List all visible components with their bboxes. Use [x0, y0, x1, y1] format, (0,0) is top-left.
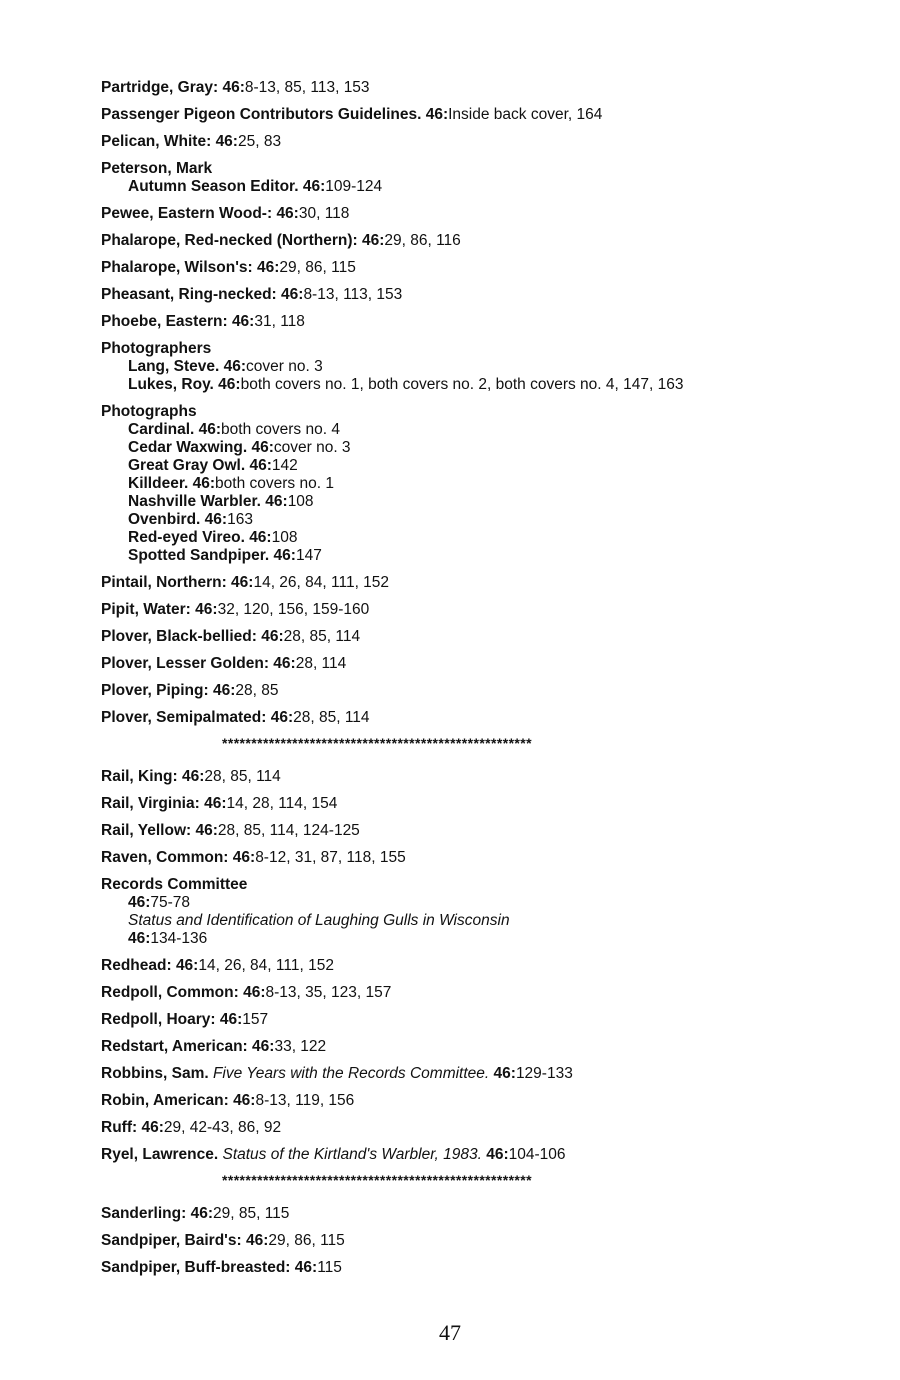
page-references: both covers no. 4: [221, 421, 340, 438]
volume-number: 46:: [251, 439, 274, 456]
page-references: 8-12, 31, 87, 118, 155: [255, 849, 406, 866]
index-entry-photographs: [101, 403, 861, 565]
index-entry-sandpiper-buff-breasted: [101, 1259, 861, 1277]
page-references: 28, 85, 114: [204, 768, 281, 785]
entry-line: [101, 849, 861, 867]
entry-heading: Photographers: [101, 340, 212, 357]
page-references: 28, 85: [235, 682, 279, 699]
index-entry-plover-piping: [101, 682, 861, 700]
entry-heading: Photographs: [101, 403, 197, 420]
page-references: 31, 118: [254, 313, 305, 330]
page-references: 134-136: [150, 930, 208, 947]
entry-line: [101, 655, 861, 673]
page-references: 142: [271, 457, 298, 474]
entry-heading: Sanderling:: [101, 1205, 187, 1222]
index-group-s: [101, 1205, 861, 1277]
sub-entry: [101, 547, 861, 565]
page-references: 129-133: [515, 1065, 573, 1082]
page-references: 29, 86, 116: [384, 232, 461, 249]
volume-number: 46:: [204, 511, 228, 528]
entry-heading: Robbins, Sam.: [101, 1065, 209, 1082]
volume-number: 46:: [273, 655, 296, 672]
page-references: 29, 86, 115: [268, 1232, 345, 1249]
volume-number: 46:: [175, 957, 199, 974]
page-references: both covers no. 1, both covers no. 2, both covers no. 4, 147, 163: [240, 376, 684, 393]
volume-number: 46:: [249, 457, 272, 474]
index-entry-pheasant-ring-necked: [101, 286, 861, 304]
entry-heading: Phalarope, Red-necked (Northern):: [101, 232, 358, 249]
entry-heading: Pelican, White:: [101, 133, 212, 150]
page-references: cover no. 3: [273, 439, 351, 456]
volume-number: 46:: [195, 822, 218, 839]
page-references: 33, 122: [274, 1038, 327, 1055]
page-references: 8-13, 35, 123, 157: [265, 984, 392, 1001]
entry-heading: Redstart, American:: [101, 1038, 248, 1055]
volume-number: 46:: [212, 682, 236, 699]
sub-entry-heading: Nashville Warbler.: [128, 493, 261, 510]
volume-number: 46:: [218, 376, 241, 393]
sub-entry: [101, 376, 861, 394]
volume-number: 46:: [257, 259, 280, 276]
index-entry-phalarope-red-necked: [101, 232, 861, 250]
entry-line: [101, 822, 861, 840]
sub-entry: [101, 178, 861, 196]
sub-entry-heading: Cedar Waxwing.: [128, 439, 248, 456]
entry-line: [101, 876, 861, 894]
index-entry-sandpiper-bairds: [101, 1232, 861, 1250]
index-entry-robbins-sam: [101, 1065, 861, 1083]
entry-line: [101, 1065, 861, 1083]
page-references: 28, 85, 114: [293, 709, 370, 726]
entry-heading: Ryel, Lawrence.: [101, 1146, 219, 1163]
index-entry-peterson-mark: [101, 160, 861, 196]
entry-line: [101, 1259, 861, 1277]
volume-number: 46:: [249, 529, 272, 546]
volume-number: 46:: [128, 930, 151, 947]
index-entry-passenger-pigeon: [101, 106, 861, 124]
entry-heading: Plover, Piping:: [101, 682, 209, 699]
index-entry-phalarope-wilsons: [101, 259, 861, 277]
entry-heading: Partridge, Gray:: [101, 79, 219, 96]
volume-number: 46:: [276, 205, 299, 222]
entry-heading: Pewee, Eastern Wood-:: [101, 205, 273, 222]
volume-number: 46:: [232, 849, 256, 866]
index-entry-records-committee: [101, 876, 861, 948]
sub-entry: [101, 457, 861, 475]
index-page: [101, 79, 861, 1286]
sub-entry: [101, 358, 861, 376]
page-references: 147: [295, 547, 322, 564]
volume-number: 46:: [302, 178, 326, 195]
entry-heading: Plover, Lesser Golden:: [101, 655, 269, 672]
index-entry-photographers: [101, 340, 861, 394]
entry-heading: Rail, King:: [101, 768, 178, 785]
page-references: 109-124: [325, 178, 383, 195]
sub-entry-heading: Killdeer.: [128, 475, 189, 492]
entry-line: [101, 259, 861, 277]
volume-number: 46:: [493, 1065, 516, 1082]
entry-line: [101, 1011, 861, 1029]
page-references: 14, 26, 84, 111, 152: [198, 957, 334, 974]
page-references: 8-13, 85, 113, 153: [244, 79, 370, 96]
entry-line: [101, 957, 861, 975]
volume-number: 46:: [361, 232, 385, 249]
index-entry-pintail-northern: [101, 574, 861, 592]
entry-line: [101, 1146, 861, 1164]
page-references: 115: [317, 1259, 342, 1276]
entry-line: [101, 340, 861, 358]
volume-number: 46:: [195, 601, 218, 618]
entry-heading: Pintail, Northern:: [101, 574, 227, 591]
entry-heading: Sandpiper, Buff-breasted:: [101, 1259, 291, 1276]
section-separator: *****************************************************: [222, 735, 532, 751]
page-number: 47: [439, 1320, 461, 1345]
entry-heading: Peterson, Mark: [101, 160, 213, 177]
sub-entry: [101, 894, 861, 912]
index-entry-partridge-gray: [101, 79, 861, 97]
section-separator: *****************************************************: [222, 1172, 532, 1188]
entry-line: [101, 574, 861, 592]
entry-line: [101, 1232, 861, 1250]
volume-number: 46:: [273, 547, 296, 564]
entry-heading: Passenger Pigeon Contributors Guidelines.: [101, 106, 422, 123]
index-entry-phoebe-eastern: [101, 313, 861, 331]
volume-number: 46:: [245, 1232, 269, 1249]
entry-heading: Phalarope, Wilson's:: [101, 259, 253, 276]
volume-number: 46:: [141, 1119, 164, 1136]
page-references: 29, 86, 115: [279, 259, 356, 276]
page-references: 8-13, 113, 153: [303, 286, 403, 303]
entry-heading: Rail, Yellow:: [101, 822, 192, 839]
entry-line: [101, 79, 861, 97]
page-references: 29, 85, 115: [212, 1205, 290, 1222]
sub-entry-heading: Lukes, Roy.: [128, 376, 214, 393]
volume-number: 46:: [231, 313, 255, 330]
index-entry-redhead: [101, 957, 861, 975]
entry-title: Five Years with the Records Committee.: [212, 1065, 490, 1082]
sub-entry: [101, 912, 861, 930]
entry-line: [101, 313, 861, 331]
sub-entry-heading: Lang, Steve.: [128, 358, 220, 375]
sub-entry: [101, 475, 861, 493]
volume-number: 46:: [219, 1011, 243, 1028]
volume-number: 46:: [252, 1038, 275, 1055]
entry-heading: Ruff:: [101, 1119, 138, 1136]
index-entry-pewee-eastern-wood: [101, 205, 861, 223]
entry-line: [101, 403, 861, 421]
sub-entry-heading: Autumn Season Editor.: [128, 178, 299, 195]
index-entry-ryel-lawrence: [101, 1146, 861, 1164]
index-entry-rail-virginia: [101, 795, 861, 813]
entry-line: [101, 1119, 861, 1137]
sub-entry: [101, 529, 861, 547]
volume-number: 46:: [181, 768, 205, 785]
page-references: cover no. 3: [246, 358, 323, 375]
index-entry-raven-common: [101, 849, 861, 867]
entry-heading: Raven, Common:: [101, 849, 229, 866]
sub-entry: [101, 511, 861, 529]
volume-number: 46:: [222, 79, 245, 96]
page-references: 25, 83: [237, 133, 282, 150]
index-entry-plover-lesser-golden: [101, 655, 861, 673]
page-references: 14, 28, 114, 154: [226, 795, 338, 812]
entry-heading: Redpoll, Hoary:: [101, 1011, 216, 1028]
page-references: 75-78: [150, 894, 191, 911]
entry-heading: Plover, Semipalmated:: [101, 709, 267, 726]
entry-heading: Pipit, Water:: [101, 601, 191, 618]
index-group-r: [101, 768, 861, 1164]
entry-heading: Rail, Virginia:: [101, 795, 200, 812]
page-references: 163: [227, 511, 253, 528]
sub-entry-title: Status and Identification of Laughing Gulls in Wisconsin: [128, 912, 510, 929]
page-references: 14, 26, 84, 111, 152: [253, 574, 390, 591]
page-references: 29, 42-43, 86, 92: [163, 1119, 282, 1136]
entry-line: [101, 682, 861, 700]
volume-number: 46:: [270, 709, 294, 726]
page-references: 30, 118: [298, 205, 350, 222]
sub-entry-heading: Red-eyed Vireo.: [128, 529, 245, 546]
index-entry-rail-yellow: [101, 822, 861, 840]
page-references: 104-106: [508, 1146, 566, 1163]
entry-heading: Phoebe, Eastern:: [101, 313, 228, 330]
entry-title: Status of the Kirtland's Warbler, 1983.: [222, 1146, 482, 1163]
entry-heading: Redhead:: [101, 957, 172, 974]
entry-line: [101, 232, 861, 250]
index-entry-redpoll-common: [101, 984, 861, 1002]
page-references: 108: [287, 493, 314, 510]
sub-entry-heading: Ovenbird.: [128, 511, 201, 528]
volume-number: 46:: [223, 358, 247, 375]
sub-entry-heading: Great Gray Owl.: [128, 457, 246, 474]
sub-entry: [101, 930, 861, 948]
page-references: 28, 85, 114: [283, 628, 361, 645]
page-references: both covers no. 1: [215, 475, 334, 492]
index-group-p: [101, 79, 861, 727]
volume-number: 46:: [265, 493, 288, 510]
index-entry-pelican-white: [101, 133, 861, 151]
volume-number: 46:: [190, 1205, 213, 1222]
entry-heading: Records Committee: [101, 876, 248, 893]
volume-number: 46:: [215, 133, 238, 150]
index-entry-robin-american: [101, 1092, 861, 1110]
page-references: 157: [242, 1011, 269, 1028]
volume-number: 46:: [204, 795, 227, 812]
entry-line: [101, 1092, 861, 1110]
entry-line: [101, 205, 861, 223]
entry-line: [101, 628, 861, 646]
index-entry-sanderling: [101, 1205, 861, 1223]
entry-heading: Sandpiper, Baird's:: [101, 1232, 242, 1249]
entry-heading: Plover, Black-bellied:: [101, 628, 257, 645]
page-references: 8-13, 119, 156: [255, 1092, 355, 1109]
volume-number: 46:: [294, 1259, 318, 1276]
volume-number: 46:: [281, 286, 304, 303]
volume-number: 46:: [198, 421, 222, 438]
volume-number: 46:: [243, 984, 266, 1001]
page-references: Inside back cover, 164: [448, 106, 603, 123]
entry-line: [101, 286, 861, 304]
volume-number: 46:: [233, 1092, 256, 1109]
entry-line: [101, 768, 861, 786]
entry-heading: Redpoll, Common:: [101, 984, 239, 1001]
page-references: 28, 114: [295, 655, 347, 672]
index-entry-plover-semipalmated: [101, 709, 861, 727]
entry-line: [101, 1038, 861, 1056]
page-references: 32, 120, 156, 159-160: [217, 601, 370, 618]
entry-line: [101, 160, 861, 178]
entry-line: [101, 133, 861, 151]
sub-entry-heading: Spotted Sandpiper.: [128, 547, 270, 564]
volume-number: 46:: [231, 574, 254, 591]
volume-number: 46:: [128, 894, 151, 911]
index-entry-redpoll-hoary: [101, 1011, 861, 1029]
entry-heading: Robin, American:: [101, 1092, 229, 1109]
sub-entry: [101, 439, 861, 457]
volume-number: 46:: [486, 1146, 509, 1163]
volume-number: 46:: [192, 475, 216, 492]
entry-line: [101, 984, 861, 1002]
entry-heading: Pheasant, Ring-necked:: [101, 286, 277, 303]
index-entry-rail-king: [101, 768, 861, 786]
index-entry-pipit-water: [101, 601, 861, 619]
entry-line: [101, 1205, 861, 1223]
entry-line: [101, 709, 861, 727]
volume-number: 46:: [425, 106, 449, 123]
index-entry-ruff: [101, 1119, 861, 1137]
index-entry-redstart-american: [101, 1038, 861, 1056]
entry-line: [101, 106, 861, 124]
sub-entry: [101, 493, 861, 511]
sub-entry-heading: Cardinal.: [128, 421, 195, 438]
page-references: 28, 85, 114, 124-125: [217, 822, 360, 839]
entry-line: [101, 795, 861, 813]
entry-line: [101, 601, 861, 619]
index-entry-plover-black-bellied: [101, 628, 861, 646]
page-references: 108: [271, 529, 298, 546]
sub-entry: [101, 421, 861, 439]
volume-number: 46:: [261, 628, 284, 645]
